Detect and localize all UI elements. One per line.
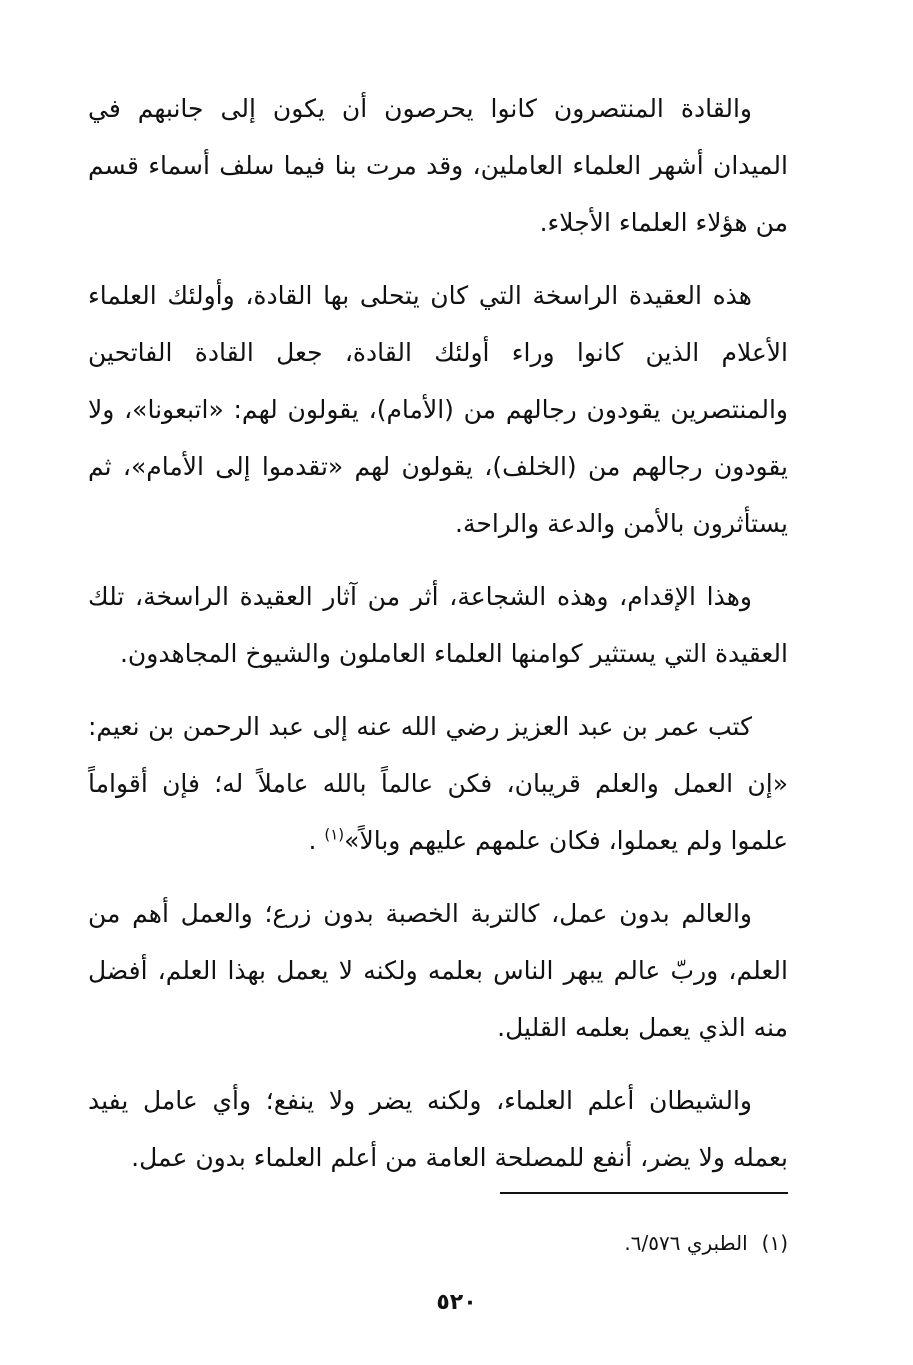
footnote-text: الطبري ٦/٥٧٦. <box>624 1231 748 1255</box>
footnote <box>188 1226 788 1260</box>
paragraph-3 <box>88 568 788 682</box>
paragraph-5-text: والعالم بدون عمل، كالتربة الخصبة بدون زرع؛ والعمل أهم من العلم، وربّ عالم يبهر الناس بعلمه ولكنه لا يعمل بهذا العلم، أفضل منه الذي يعمل بعلمه القليل. <box>88 899 788 1042</box>
paragraph-1-text: والقادة المنتصرون كانوا يحرصون أن يكون إلى جانبهم في الميدان أشهر العلماء العاملين، وقد مرت بنا فيما سلف أسماء قسم من هؤلاء العلماء الأجلاء. <box>88 94 788 237</box>
paragraph-5 <box>88 885 788 1056</box>
paragraph-6 <box>88 1072 788 1186</box>
paragraph-1 <box>88 80 788 251</box>
paragraph-3-text: وهذا الإقدام، وهذه الشجاعة، أثر من آثار العقيدة الراسخة، تلك العقيدة التي يستثير كوامنها العلماء العاملون والشيوخ المجاهدون. <box>88 582 788 668</box>
paragraph-2 <box>88 267 788 552</box>
page-number: ٥٢٠ <box>436 1290 477 1315</box>
page-body <box>88 80 788 1186</box>
paragraph-2-text: هذه العقيدة الراسخة التي كان يتحلى بها القادة، وأولئك العلماء الأعلام الذين كانوا وراء أولئك القادة، جعل القادة الفاتحين والمنتصرين يقودون رجالهم من (الأمام)، يقولون لهم: «اتبعونا»، ولا يقودون رجالهم من (الخلف)، يقولون لهم «تقدموا إلى الأمام»، ثم يستأثرون بالأمن والدعة والراحة. <box>88 281 788 538</box>
paragraph-4-text: كتب عمر بن عبد العزيز رضي الله عنه إلى عبد الرحمن بن نعيم: «إن العمل والعلم قريبان، فكن عالماً بالله عاملاً له؛ فإن أقواماً علموا ولم يعملوا، فكان علمهم عليهم وبالاً» <box>88 712 788 855</box>
footnote-reference[interactable]: (١) <box>324 825 345 844</box>
paragraph-6-text: والشيطان أعلم العلماء، ولكنه يضر ولا ينفع؛ وأي عامل يفيد بعمله ولا يضر، أنفع للمصلحة العامة من أعلم العلماء بدون عمل. <box>88 1086 788 1172</box>
footnote-divider <box>500 1192 788 1194</box>
footnote-number: (١) <box>761 1231 788 1255</box>
paragraph-4 <box>88 698 788 869</box>
paragraph-4-tail: . <box>308 826 325 855</box>
